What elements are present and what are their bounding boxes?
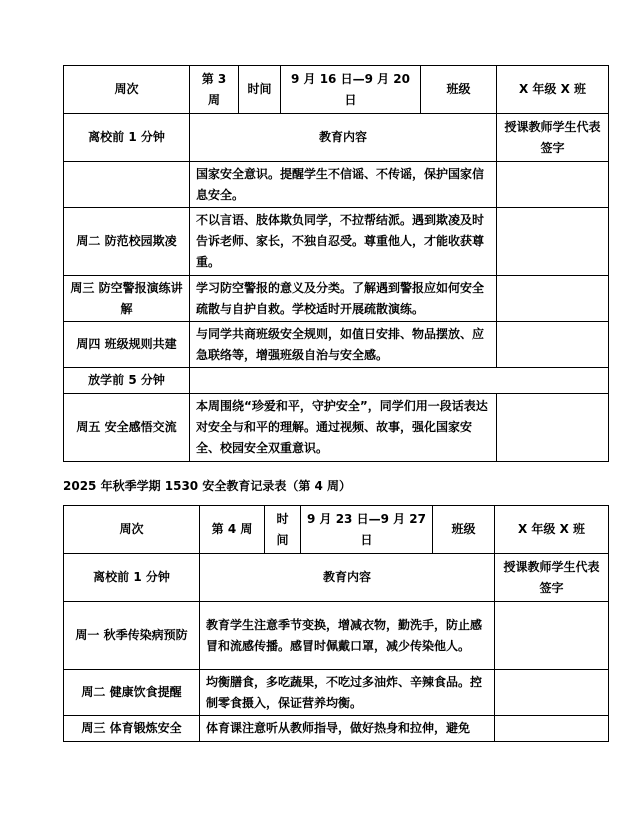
table-row <box>64 670 609 716</box>
day-cell: 周四 班级规则共建 <box>64 322 190 368</box>
subheader-row <box>64 114 609 162</box>
signature-cell <box>497 276 609 322</box>
week4-record-table <box>63 505 609 742</box>
signature-cell <box>495 670 609 716</box>
day-cell: 周二 防范校园欺凌 <box>64 208 190 276</box>
time-label: 时间 <box>265 506 301 554</box>
table-row <box>64 716 609 742</box>
content-cell: 体育课注意听从教师指导，做好热身和拉伸，避免 <box>200 716 495 742</box>
table-caption: 2025 年秋季学期 1530 安全教育记录表（第 4 周） <box>63 479 352 493</box>
content-cell: 教育学生注意季节变换，增减衣物，勤洗手，防止感冒和流感传播。感冒时佩戴口罩，减少传染他人。 <box>200 602 495 670</box>
signature-cell <box>495 716 609 742</box>
week-label: 周次 <box>64 506 200 554</box>
class-value: X 年级 X 班 <box>495 506 609 554</box>
table-row <box>64 162 609 208</box>
content-cell: 本周围绕“珍爱和平，守护安全”，同学们用一段话表达对安全与和平的理解。通过视频、故事，强化国家安全、校园安全双重意识。 <box>190 394 497 462</box>
day-cell: 周一 秋季传染病预防 <box>64 602 200 670</box>
class-label: 班级 <box>433 506 495 554</box>
table-row <box>64 602 609 670</box>
content-cell: 均衡膳食，多吃蔬果，不吃过多油炸、辛辣食品。控制零食摄入，保证营养均衡。 <box>200 670 495 716</box>
empty-cell <box>190 368 609 394</box>
header-row <box>64 506 609 554</box>
content-header: 教育内容 <box>200 554 495 602</box>
week-label: 周次 <box>64 66 190 114</box>
week-value: 第 3 周 <box>190 66 239 114</box>
day-cell <box>64 162 190 208</box>
signature-cell <box>497 322 609 368</box>
table-row <box>64 276 609 322</box>
day-cell: 周五 安全感悟交流 <box>64 394 190 462</box>
signature-cell <box>497 394 609 462</box>
time-label: 时间 <box>239 66 281 114</box>
section-row <box>64 368 609 394</box>
week-value: 第 4 周 <box>200 506 265 554</box>
table-row <box>64 394 609 462</box>
class-value: X 年级 X 班 <box>497 66 609 114</box>
section-label-before-dismissal: 放学前 5 分钟 <box>64 368 190 394</box>
class-label: 班级 <box>421 66 497 114</box>
content-cell: 学习防空警报的意义及分类。了解遇到警报应如何安全疏散与自护自救。学校适时开展疏散演练。 <box>190 276 497 322</box>
signature-cell <box>497 162 609 208</box>
table-row <box>64 322 609 368</box>
time-value: 9 月 16 日—9 月 20 日 <box>281 66 421 114</box>
signature-header: 授课教师学生代表签字 <box>497 114 609 162</box>
time-value: 9 月 23 日—9 月 27 日 <box>301 506 433 554</box>
day-cell: 周三 防空警报演练讲解 <box>64 276 190 322</box>
signature-header: 授课教师学生代表签字 <box>495 554 609 602</box>
header-row <box>64 66 609 114</box>
signature-cell <box>497 208 609 276</box>
content-cell: 与同学共商班级安全规则，如值日安排、物品摆放、应急联络等，增强班级自治与安全感。 <box>190 322 497 368</box>
table-row <box>64 208 609 276</box>
subheader-row <box>64 554 609 602</box>
content-cell: 国家安全意识。提醒学生不信谣、不传谣，保护国家信息安全。 <box>190 162 497 208</box>
content-header: 教育内容 <box>190 114 497 162</box>
section-label-before-leaving: 离校前 1 分钟 <box>64 554 200 602</box>
week3-record-table <box>63 65 609 462</box>
day-cell: 周二 健康饮食提醒 <box>64 670 200 716</box>
signature-cell <box>495 602 609 670</box>
section-label-before-leaving: 离校前 1 分钟 <box>64 114 190 162</box>
content-cell: 不以言语、肢体欺负同学，不拉帮结派。遇到欺凌及时告诉老师、家长，不独自忍受。尊重他人，才能收获尊重。 <box>190 208 497 276</box>
day-cell: 周三 体育锻炼安全 <box>64 716 200 742</box>
